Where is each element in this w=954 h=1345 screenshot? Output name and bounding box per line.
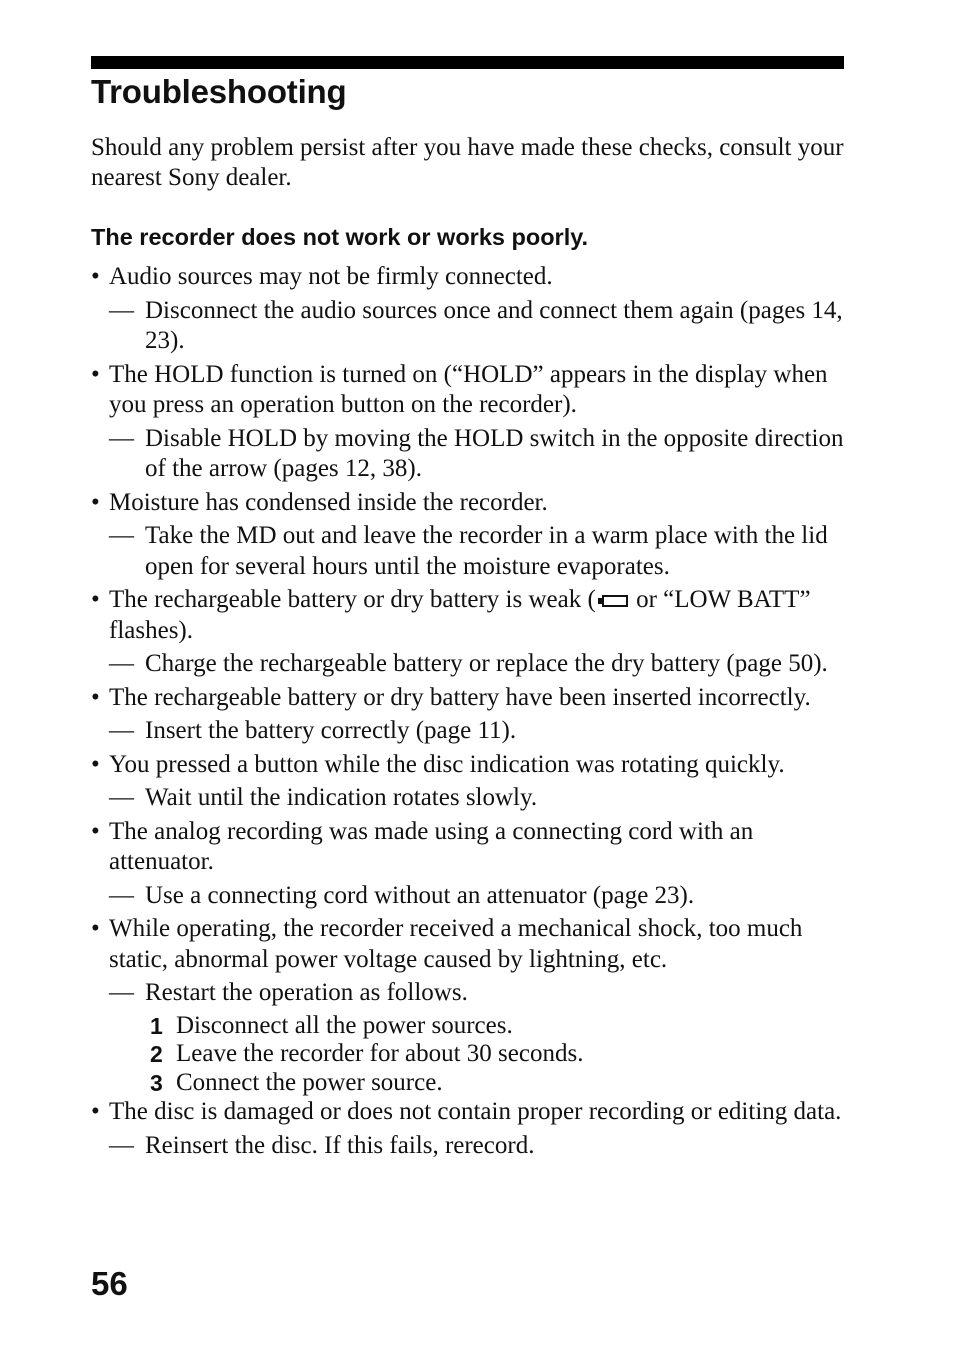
restart-steps [91, 1012, 851, 1098]
step-item [150, 1069, 851, 1098]
dash-icon: — [109, 296, 134, 324]
cause-item [91, 683, 851, 714]
dash-icon: — [109, 979, 134, 1006]
bullet-icon: • [91, 586, 100, 613]
remedy-item [91, 783, 851, 814]
cause-text: Moisture has condensed inside the recorder. [109, 488, 548, 516]
dash-icon: — [109, 717, 134, 744]
cause-item [91, 914, 851, 975]
cause-text: The disc is damaged or does not contain proper recording or editing data. [109, 1098, 842, 1125]
remedy-item [91, 296, 851, 357]
remedy-item [91, 1131, 851, 1162]
cause-item [91, 262, 851, 293]
dash-icon: — [109, 424, 134, 452]
bullet-icon: • [91, 263, 100, 290]
intro-paragraph: Should any problem persist after you have made these checks, consult your nearest Sony dealer. [91, 134, 844, 191]
step-text: Leave the recorder for about 30 seconds. [176, 1040, 584, 1067]
dash-icon: — [109, 881, 134, 909]
cause-item [91, 817, 851, 878]
page-number: 56 [91, 1265, 128, 1302]
bullet-icon: • [91, 683, 100, 711]
cause-item [91, 750, 851, 781]
remedy-item [91, 978, 851, 1009]
bullet-icon: • [91, 1098, 100, 1125]
cause-text: Audio sources may not be firmly connected. [109, 263, 553, 290]
remedy-text: Use a connecting cord without an attenuator (page 23). [145, 881, 695, 909]
remedy-text: Restart the operation as follows. [145, 979, 468, 1006]
cause-item [91, 585, 851, 646]
troubleshooting-list [91, 262, 851, 1164]
page-title: Troubleshooting [91, 73, 347, 110]
title-rule [91, 56, 844, 69]
step-number: 3 [150, 1069, 163, 1096]
dash-icon: — [109, 1131, 134, 1159]
cause-text-start: The rechargeable battery or dry battery is weak ( [109, 586, 596, 613]
step-item [150, 1040, 851, 1069]
remedy-text: Insert the battery correctly (page 11). [145, 717, 517, 744]
bullet-icon: • [91, 488, 100, 516]
step-item [150, 1012, 851, 1041]
remedy-text: Take the MD out and leave the recorder in a warm place with the lid open for several hours until the moisture evaporates. [145, 522, 828, 580]
remedy-text: Disconnect the audio sources once and connect them again (pages 14, 23). [145, 296, 843, 354]
cause-text: You pressed a button while the disc indication was rotating quickly. [109, 750, 785, 778]
cause-text: While operating, the recorder received a mechanical shock, too much static, abnormal power voltage caused by lightning, etc. [109, 915, 803, 973]
remedy-item [91, 424, 851, 485]
cause-text: The rechargeable battery or dry battery have been inserted incorrectly. [109, 683, 811, 711]
cause-item [91, 488, 851, 519]
cause-text-end: or “LOW BATT” flashes). [109, 586, 811, 644]
step-number: 1 [150, 1012, 163, 1039]
dash-icon: — [109, 784, 134, 811]
step-text: Connect the power source. [176, 1068, 443, 1096]
remedy-item [91, 716, 851, 747]
cause-text: The HOLD function is turned on (“HOLD” appears in the display when you press an operation button on the recorder). [109, 360, 828, 418]
bullet-icon: • [91, 817, 100, 845]
bullet-icon: • [91, 750, 100, 778]
cause-text: The analog recording was made using a connecting cord with an attenuator. [109, 817, 754, 875]
remedy-item [91, 649, 851, 680]
remedy-text: Wait until the indication rotates slowly. [145, 784, 538, 811]
battery-empty-icon [598, 594, 628, 608]
bullet-icon: • [91, 360, 100, 388]
dash-icon: — [109, 650, 134, 677]
section-heading: The recorder does not work or works poorly. [91, 224, 589, 250]
step-number: 2 [150, 1041, 163, 1067]
remedy-text: Charge the rechargeable battery or replace the dry battery (page 50). [145, 650, 828, 677]
cause-item [91, 360, 851, 421]
remedy-item [91, 521, 851, 582]
dash-icon: — [109, 522, 134, 549]
step-text: Disconnect all the power sources. [176, 1011, 513, 1039]
bullet-icon: • [91, 915, 100, 942]
cause-item [91, 1097, 851, 1128]
remedy-item [91, 881, 851, 912]
remedy-text: Disable HOLD by moving the HOLD switch in the opposite direction of the arrow (pages 12, 38). [145, 424, 844, 482]
remedy-text: Reinsert the disc. If this fails, rerecord. [145, 1131, 535, 1159]
